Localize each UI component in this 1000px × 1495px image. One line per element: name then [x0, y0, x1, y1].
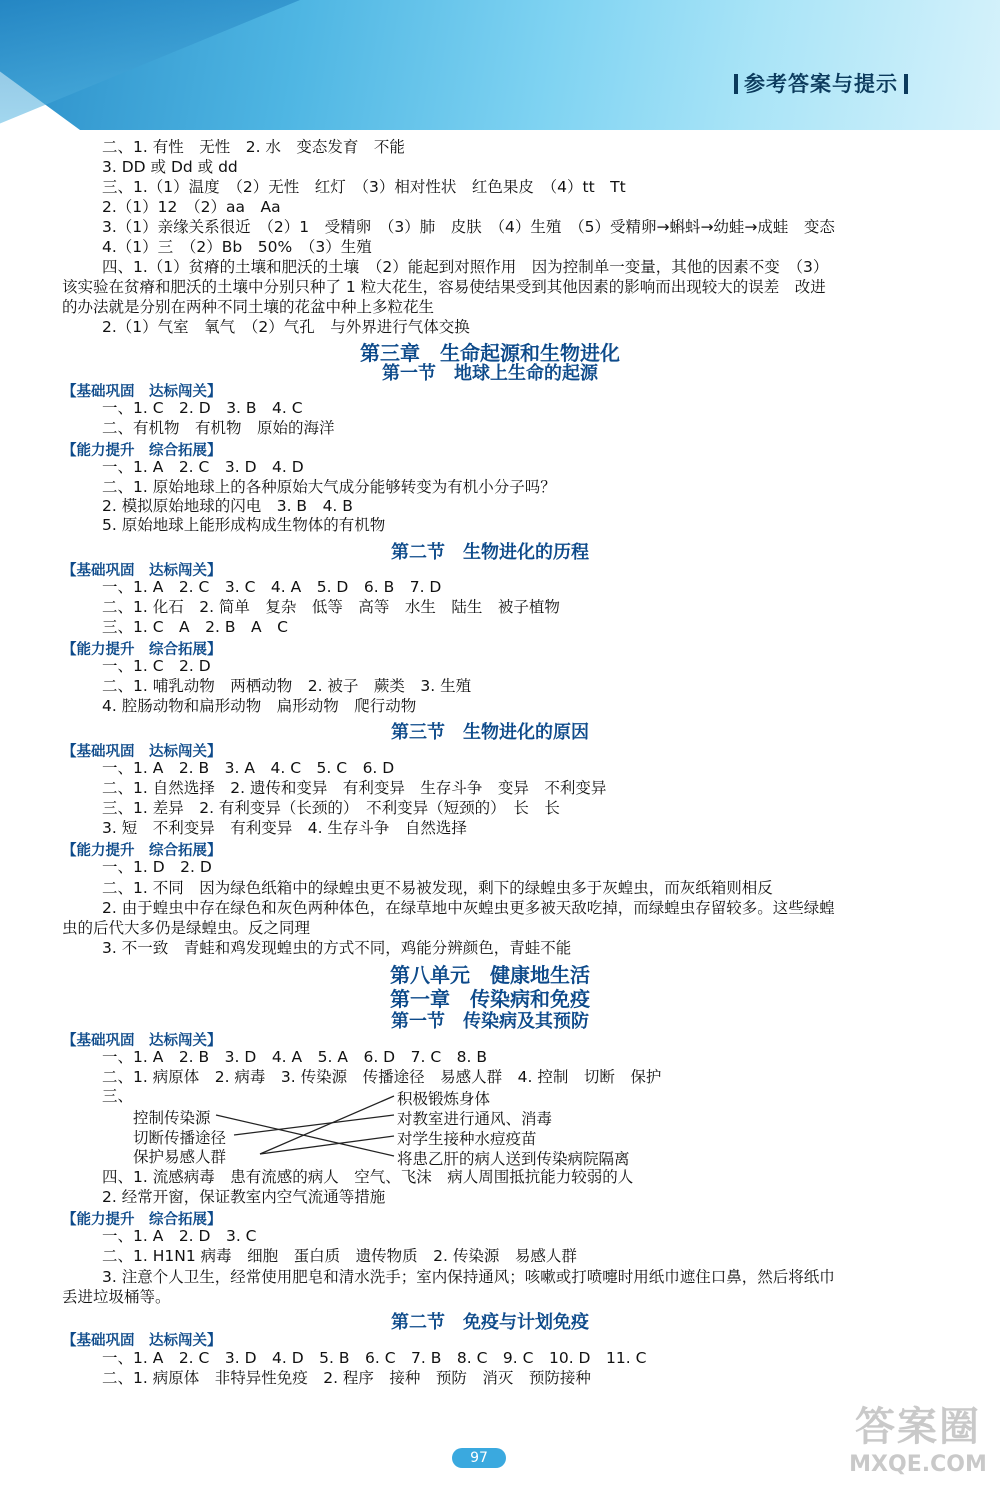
answer-line: 该实验在贫瘠和肥沃的土壤中分别只种了 1 粒大花生，容易使结果受到其他因素的影响而出现较大的误差 改进	[62, 278, 826, 296]
matching-right-item: 对教室进行通风、消毒	[397, 1110, 553, 1128]
answer-line: 三、1.（1）温度 （2）无性 红灯 （3）相对性状 红色果皮 （4）tt Tt	[102, 178, 626, 196]
answer-line: 四、1. 流感病毒 患有流感的病人 空气、飞沫 病人周围抵抗能力较弱的人	[102, 1168, 634, 1186]
answer-line: 一、1. D 2. D	[102, 858, 212, 876]
watermark-url: MXQE.COM	[849, 1452, 987, 1477]
answer-line: 2.（1）12 （2）aa Aa	[102, 198, 281, 216]
answer-line: 三、1. C A 2. B A C	[102, 618, 288, 636]
matching-right-item: 对学生接种水痘疫苗	[397, 1130, 537, 1148]
answer-line: 一、1. A 2. D 3. C	[102, 1227, 257, 1245]
exercise-tag: 【基础巩固 达标闯关】	[62, 1333, 222, 1349]
answer-line: 3. 短 不利变异 有利变异 4. 生存斗争 自然选择	[102, 819, 467, 837]
chapter-title: 第一章 传染病和免疫	[390, 987, 590, 1011]
section-title: 第一节 地球上生命的起源	[382, 363, 598, 384]
exercise-tag: 【基础巩固 达标闯关】	[62, 563, 222, 579]
answer-line: 的办法就是分别在两种不同土壤的花盆中种上多粒花生	[62, 298, 435, 316]
answer-line: 三、	[102, 1087, 134, 1105]
answer-line: 二、1. 自然选择 2. 遗传和变异 有利变异 生存斗争 变异 不利变异	[102, 779, 607, 797]
matching-right-item: 将患乙肝的病人送到传染病院隔离	[397, 1150, 630, 1168]
answer-line: 二、1. 原始地球上的各种原始大气成分能够转变为有机小分子吗？	[102, 478, 556, 496]
page-number: 97	[452, 1448, 506, 1468]
answer-line: 2. 模拟原始地球的闪电 3. B 4. B	[102, 497, 353, 515]
answer-line: 2. 经常开窗，保证教室内空气流通等措施	[102, 1188, 386, 1206]
exercise-tag: 【基础巩固 达标闯关】	[62, 1033, 222, 1049]
answer-line: 一、1. C 2. D 3. B 4. C	[102, 399, 303, 417]
matching-left-item: 控制传染源	[133, 1109, 211, 1127]
answer-line: 2. 由于蝗虫中存在绿色和灰色两种体色，在绿草地中灰蝗虫更多被天敌吃掉，而绿蝗虫存留较多。这些绿蝗	[102, 899, 835, 917]
answer-line: 二、1. 哺乳动物 两栖动物 2. 被子 蕨类 3. 生殖	[102, 677, 472, 695]
section-title: 第二节 生物进化的历程	[391, 542, 589, 563]
answer-line: 二、1. 有性 无性 2. 水 变态发育 不能	[102, 138, 405, 156]
answer-line: 三、1. 差异 2. 有利变异（长颈的） 不利变异（短颈的） 长 长	[102, 799, 560, 817]
section-title: 第二节 免疫与计划免疫	[391, 1312, 589, 1333]
answer-line: 3. 不一致 青蛙和鸡发现蝗虫的方式不同，鸡能分辨颜色，青蛙不能	[102, 939, 572, 957]
answer-line: 丢进垃圾桶等。	[62, 1288, 171, 1306]
watermark	[848, 1402, 988, 1492]
answer-line: 一、1. A 2. B 3. A 4. C 5. C 6. D	[102, 759, 395, 777]
exercise-tag: 【能力提升 综合拓展】	[62, 443, 222, 459]
answer-line: 二、1. 不同 因为绿色纸箱中的绿蝗虫更不易被发现，剩下的绿蝗虫多于灰蝗虫，而灰纸箱则相反	[102, 879, 773, 897]
answer-line: 2.（1）气室 氧气 （2）气孔 与外界进行气体交换	[102, 318, 470, 336]
section-title: 第一节 传染病及其预防	[391, 1011, 589, 1032]
chapter-title: 第三章 生命起源和生物进化	[360, 341, 620, 365]
answer-line: 二、1. 病原体 非特异性免疫 2. 程序 接种 预防 消灭 预防接种	[102, 1369, 591, 1387]
exercise-tag: 【能力提升 综合拓展】	[62, 1212, 222, 1228]
exercise-tag: 【能力提升 综合拓展】	[62, 642, 222, 658]
answer-line: 一、1. A 2. C 3. D 4. D	[102, 458, 304, 476]
answer-line: 虫的后代大多仍是绿蝗虫。反之同理	[62, 919, 311, 937]
answer-line: 3. 注意个人卫生，经常使用肥皂和清水洗手；室内保持通风；咳嗽或打喷嚏时用纸巾遮住口鼻，然后将纸巾	[102, 1268, 835, 1286]
answer-line: 4. 腔肠动物和扁形动物 扁形动物 爬行动物	[102, 697, 417, 715]
chapter-title: 第八单元 健康地生活	[390, 963, 590, 987]
answer-line: 3.（1）亲缘关系很近 （2）1 受精卵 （3）肺 皮肤 （4）生殖 （5）受精卵→蝌蚪→幼蛙→成蛙 变态	[102, 218, 835, 236]
answer-line: 二、1. H1N1 病毒 细胞 蛋白质 遗传物质 2. 传染源 易感人群	[102, 1247, 577, 1265]
answer-line: 二、1. 病原体 2. 病毒 3. 传染源 传播途径 易感人群 4. 控制 切断 保护	[102, 1068, 662, 1086]
match-line	[216, 1115, 394, 1156]
answer-line: 二、有机物 有机物 原始的海洋	[102, 419, 335, 437]
matching-right-item: 积极锻炼身体	[397, 1090, 491, 1108]
answer-line: 二、1. 化石 2. 简单 复杂 低等 高等 水生 陆生 被子植物	[102, 598, 560, 616]
answer-line: 5. 原始地球上能形成构成生物体的有机物	[102, 516, 386, 534]
answer-line: 一、1. A 2. B 3. D 4. A 5. A 6. D 7. C 8. B	[102, 1048, 487, 1066]
answer-line: 4.（1）三 （2）Bb 50% （3）生殖	[102, 238, 372, 256]
watermark-logo-text: 答案圈	[855, 1404, 981, 1450]
answer-line: 一、1. A 2. C 3. D 4. D 5. B 6. C 7. B 8. C 9. C 10. D 11. C	[102, 1349, 647, 1367]
matching-left-item: 保护易感人群	[133, 1148, 227, 1166]
answer-line: 一、1. A 2. C 3. C 4. A 5. D 6. B 7. D	[102, 578, 442, 596]
answer-line: 一、1. C 2. D	[102, 657, 211, 675]
matching-left-item: 切断传播途径	[133, 1129, 227, 1147]
exercise-tag: 【基础巩固 达标闯关】	[62, 384, 222, 400]
exercise-tag: 【基础巩固 达标闯关】	[62, 744, 222, 760]
section-title: 第三节 生物进化的原因	[391, 722, 589, 743]
answer-line: 3. DD 或 Dd 或 dd	[102, 158, 238, 176]
exercise-tag: 【能力提升 综合拓展】	[62, 843, 222, 859]
answer-line: 四、1.（1）贫瘠的土壤和肥沃的土壤 （2）能起到对照作用 因为控制单一变量，其他的因素不变 （3）	[102, 258, 829, 276]
header-title-text: 参考答案与提示	[744, 72, 898, 96]
